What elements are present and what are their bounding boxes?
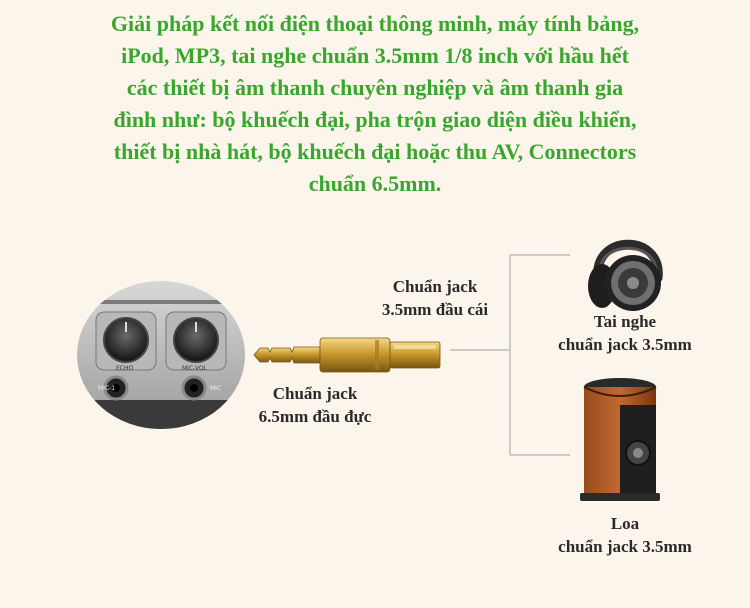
panel-mic1-label: MIC-1 [98,385,116,392]
panel-mic-vol-label: MIC-VOL [182,365,208,372]
headline-line: chuẩn 6.5mm. [308,171,442,196]
mixer-panel-icon [76,280,246,430]
headline-line: Giải pháp kết nối điện thoại thông minh, máy tính bảng, [110,11,640,36]
headline-line: thiết bị nhà hát, bộ khuếch đại hoặc thu AV, Connectors [113,139,637,164]
headphones-label: Tai nghe chuẩn jack 3.5mm [558,312,692,354]
speaker-icon [580,375,660,503]
panel-mic2-label: MIC [210,385,222,392]
headline-line: iPod, MP3, tai nghe chuẩn 3.5mm 1/8 inch với hầu hết [121,43,629,68]
panel-echo-label: ECHO [116,365,134,372]
headline-line: các thiết bị âm thanh chuyên nghiệp và âm thanh gia [126,75,624,100]
headline-line: đình như: bộ khuếch đại, pha trộn giao diện điều khiển, [113,107,637,132]
jack-adapter-icon [250,328,450,382]
female-jack-label: Chuẩn jack 3.5mm đầu cái [381,277,489,319]
male-jack-label: Chuẩn jack 6.5mm đầu đực [258,384,372,426]
headphones-icon [578,218,678,318]
speaker-label: Loa chuẩn jack 3.5mm [558,514,692,556]
